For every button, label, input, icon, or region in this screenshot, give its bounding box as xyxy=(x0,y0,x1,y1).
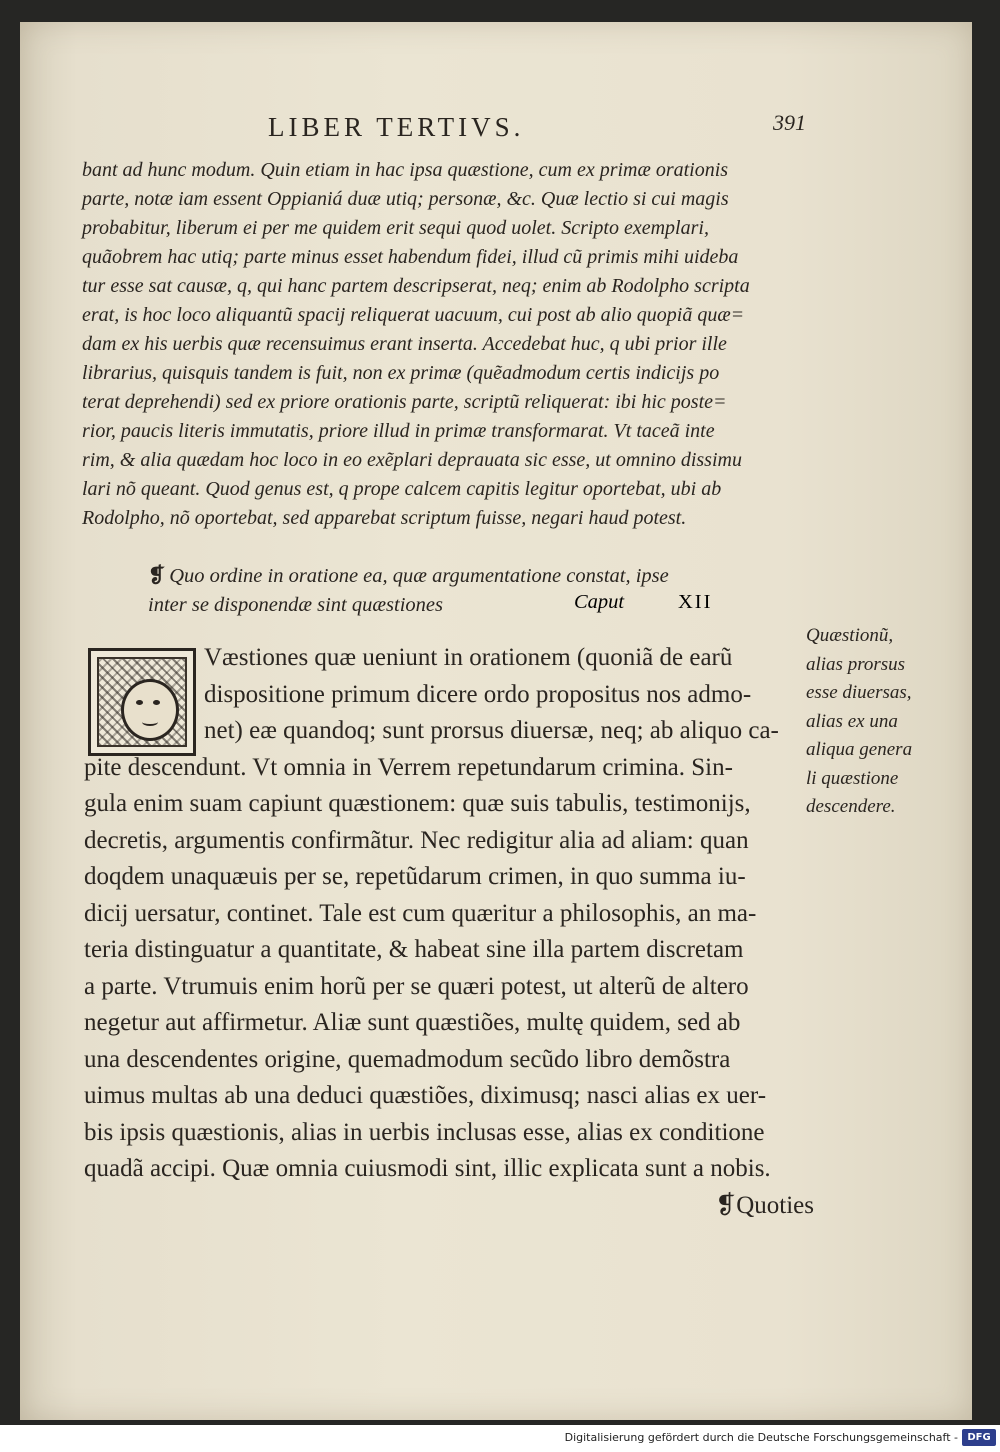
text-line: erat, is hoc loco aliquantũ spacij reliquerat uacuum, cui post ab alio quopiã quæ= xyxy=(82,304,745,326)
folio-number: 391 xyxy=(773,110,806,135)
text-line: quadã accipi. Quæ omnia cuiusmodi sint, illic explicata sunt a nobis. xyxy=(84,1155,771,1182)
caput-number: XII xyxy=(678,591,713,613)
margin-note-line: aliqua genera xyxy=(806,739,913,760)
running-head xyxy=(268,112,968,152)
margin-note-line: esse diuersas, xyxy=(806,682,912,703)
chapter-title-line-1: Quo ordine in oratione ea, quæ argumentatione constat, ipse xyxy=(169,565,669,587)
margin-note xyxy=(806,622,966,822)
text-line: terat deprehendi) sed ex priore orationis parte, scriptũ reliquerat: ibi hic poste= xyxy=(82,391,727,413)
text-line: una descendentes origine, quemadmodum secũdo libro demõstra xyxy=(84,1045,731,1073)
catchword: ❡Quoties xyxy=(715,1191,814,1219)
text-line: Væstiones quæ ueniunt in orationem (quoniã de earũ xyxy=(204,644,733,671)
text-line: Rodolpho, nõ oportebat, sed apparebat scriptum fuisse, negari haud potest. xyxy=(82,507,687,529)
text-line: teria distinguatur a quantitate, & habeat sine illa partem discretam xyxy=(84,936,744,963)
pilcrow-icon: ❡ xyxy=(148,565,166,587)
margin-note-line: Quæstionũ, xyxy=(806,625,894,646)
text-line: uimus multas ab una deduci quæstiões, diximusq; nasci alias ex uer- xyxy=(84,1082,767,1109)
text-line: rim, & alia quædam hoc loco in eo exẽplari deprauata sic esse, ut omnino dissimu xyxy=(82,449,742,471)
text-line: net) eæ quandoq; sunt prorsus diuersæ, neq; ab aliquo ca- xyxy=(204,717,779,744)
italic-paragraph xyxy=(82,156,822,533)
margin-note-line: descendere. xyxy=(806,796,896,817)
running-title: LIBER TERTIVS. xyxy=(268,112,525,142)
text-line: parte, notæ iam essent Oppianiá duæ utiq; personæ, &c. Quæ lectio si cui magis xyxy=(82,188,729,210)
chapter-heading xyxy=(148,562,748,620)
text-line: pite descendunt. Vt omnia in Verrem repetundarum crimina. Sin- xyxy=(84,753,733,781)
text-line: dam ex his uerbis quæ recensuimus erant inserta. Accedebat huc, q ubi prior ille xyxy=(82,333,727,355)
text-line: bant ad hunc modum. Quin etiam in hac ipsa quæstione, cum ex primæ orationis xyxy=(82,159,729,181)
text-line: a parte. Vtrumuis enim horũ per se quæri potest, ut alterũ de altero xyxy=(84,972,749,1000)
text-line: tur esse sat causæ, q, qui hanc partem descripserat, neq; enim ab Rodolpho scripta xyxy=(82,275,750,297)
text-line: librarius, quisquis tandem is fuit, non ex primæ (quẽadmodum certis indicijs po xyxy=(82,362,720,384)
chapter-heading-line xyxy=(148,562,748,591)
text-line: rior, paucis literis immutatis, priore illud in primæ transformarat. Vt taceã inte xyxy=(82,420,715,442)
text-line: bis ipsis quæstionis, alias in uerbis inclusas esse, alias ex conditione xyxy=(84,1118,765,1146)
text-line: dispositione primum dicere ordo propositus nos admo- xyxy=(204,680,752,708)
caput-label: Caput xyxy=(574,591,625,613)
chapter-title-line-2: inter se disponendæ sint quæstiones xyxy=(148,594,443,616)
text-line: negetur aut affirmetur. Aliæ sunt quæstiões, multę quidem, sed ab xyxy=(84,1009,741,1036)
text-line: doqdem unaquæuis per se, repetũdarum crimen, in quo summa iu- xyxy=(84,863,746,890)
text-line: probabitur, liberum ei per me quidem erit sequi quod uolet. Scripto exemplari, xyxy=(82,217,709,239)
margin-note-line: alias prorsus xyxy=(806,653,906,675)
text-line: lari nõ queant. Quod genus est, q prope calcem capitis legitur oportebat, ubi ab xyxy=(82,478,722,500)
text-line: dicij uersatur, continet. Tale est cum quæritur a philosophis, an ma- xyxy=(84,899,757,927)
digitization-footer xyxy=(0,1425,1000,1452)
text-line: decretis, argumentis confirmãtur. Nec redigitur alia ad aliam: quan xyxy=(84,826,749,854)
dfg-logo: DFG xyxy=(962,1429,996,1446)
text-line: gula enim suam capiunt quæstionem: quæ suis tabulis, testimonijs, xyxy=(84,790,751,817)
funding-credit: Digitalisierung gefördert durch die Deutsche Forschungsgemeinschaft - xyxy=(564,1431,958,1444)
margin-note-line: li quæstione xyxy=(806,767,899,789)
body-paragraph xyxy=(84,640,814,1224)
text-line: quãobrem hac utiq; parte minus esset habendum fidei, illud cũ primis mihi uideba xyxy=(82,246,739,268)
margin-note-line: alias ex una xyxy=(806,710,898,732)
